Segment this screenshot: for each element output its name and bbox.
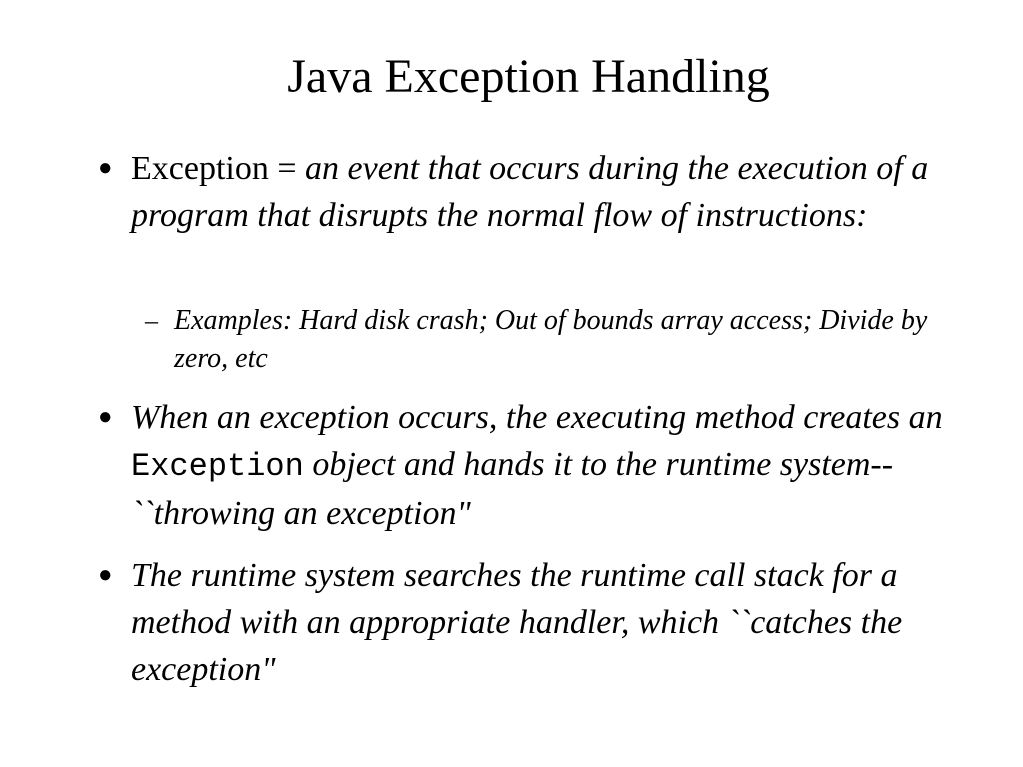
bullet-icon: ●	[98, 562, 113, 588]
bullet-text: The runtime system searches the runtime call stack for a method with an appropriate handler, which ``catches the exception"	[131, 557, 903, 688]
slide-title: Java Exception Handling	[287, 50, 770, 103]
bullet-icon: ●	[98, 155, 113, 181]
bullet-item-exception-definition	[98, 145, 961, 239]
bullet-text-after-code: object and hands it to the runtime system--``throwing an exception"	[131, 446, 894, 532]
dash-icon: –	[145, 306, 158, 335]
bullet-italic-text: an event that occurs during the execution of a program that disrupts the normal flow of instructions:	[131, 150, 929, 234]
bullet-lead-text: Exception =	[131, 150, 306, 187]
bullet-text-before-code: When an exception occurs, the executing method creates an	[131, 399, 943, 436]
bullet-item-throwing	[98, 394, 961, 537]
bullet-icon: ●	[98, 404, 113, 430]
sub-bullet-text: Examples: Hard disk crash; Out of bounds array access; Divide by zero, etc	[174, 305, 928, 374]
sub-bullet-item-examples	[145, 302, 954, 378]
bullet-item-catching	[98, 552, 961, 693]
code-exception: Exception	[131, 448, 304, 485]
